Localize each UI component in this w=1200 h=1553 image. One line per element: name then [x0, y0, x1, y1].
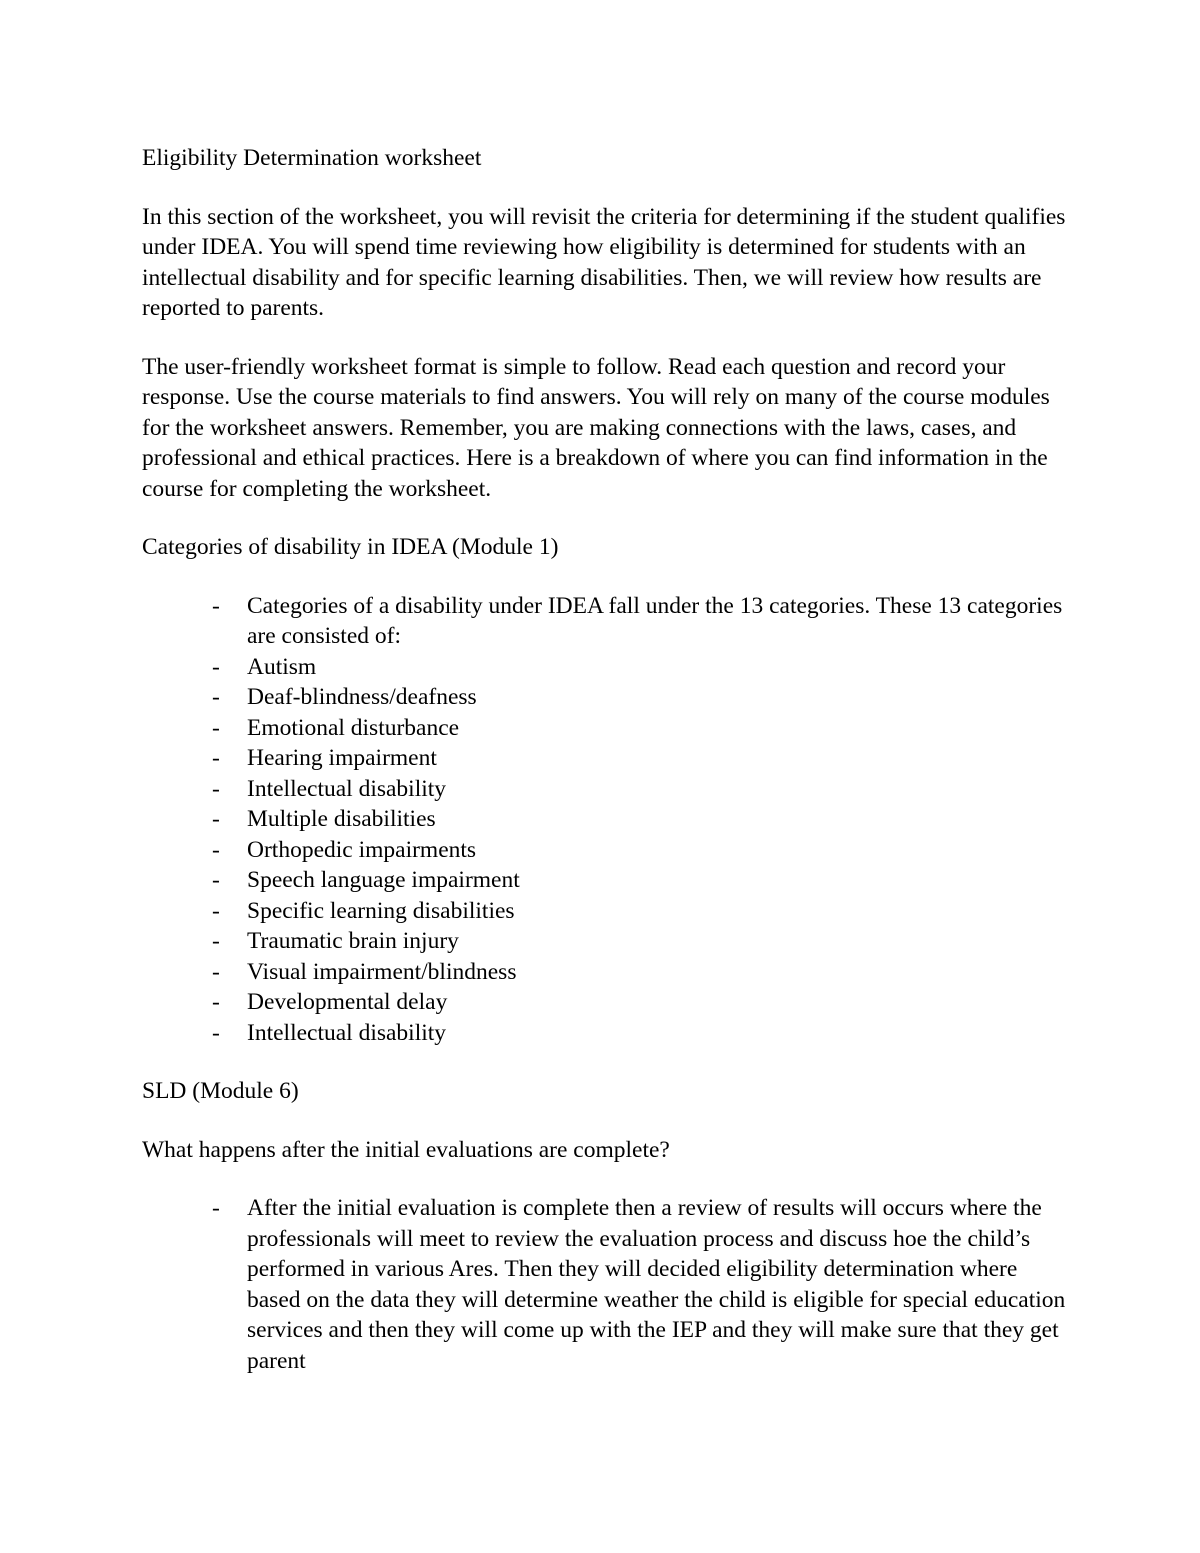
- list-item: [142, 591, 1072, 652]
- list-item-text: Hearing impairment: [247, 745, 437, 771]
- dash-bullet: -: [212, 958, 220, 985]
- list-item-text: Orthopedic impairments: [247, 836, 477, 863]
- list-item-text: Traumatic brain injury: [247, 928, 459, 954]
- list-item: [142, 957, 1072, 988]
- list-item: [142, 774, 1072, 805]
- list-item-text: Deaf-blindness/deafness: [247, 684, 477, 710]
- list-item-text: Developmental delay: [247, 989, 448, 1015]
- intro-paragraph-1: In this section of the worksheet, you will revisit the criteria for determining if the student qualifies under IDEA. You will spend time reviewing how eligibility is determined for students with an intellectual disability and for specific learning disabilities. Then, we will review how results are reported to parents.: [142, 203, 1066, 321]
- list-item: [142, 865, 1072, 896]
- list-item: [142, 835, 1072, 866]
- dash-bullet: -: [212, 745, 220, 771]
- categories-heading: Categories of disability in IDEA (Module 1): [142, 534, 559, 560]
- dash-bullet: -: [212, 989, 220, 1015]
- dash-bullet: -: [212, 1195, 220, 1221]
- list-item-text: Speech language impairment: [247, 867, 520, 893]
- dash-bullet: -: [212, 684, 220, 710]
- sld-answer-list: [142, 1193, 1072, 1376]
- list-item-text: Emotional disturbance: [247, 714, 460, 741]
- dash-bullet: -: [212, 928, 220, 954]
- list-item: [142, 1018, 1072, 1049]
- dash-bullet: -: [212, 806, 220, 832]
- list-item-text: Intellectual disability: [247, 1019, 447, 1046]
- dash-bullet: -: [212, 592, 220, 619]
- list-item-text: Visual impairment/blindness: [247, 958, 517, 985]
- list-item: [142, 987, 1072, 1018]
- intro-paragraph-2: The user-friendly worksheet format is simple to follow. Read each question and record your response. Use the course materials to find answers. You will rely on many of the course modules for the worksheet answers. Remember, you are making connections with the laws, cases, and professional and ethical practices. Here is a breakdown of where you can find information in the course for completing the worksheet.: [142, 353, 1050, 502]
- list-item: [142, 926, 1072, 957]
- document-title: Eligibility Determination worksheet: [142, 145, 482, 171]
- list-item-text: Specific learning disabilities: [247, 897, 515, 924]
- categories-list: [142, 591, 1072, 1049]
- list-item-text: Intellectual disability: [247, 775, 447, 802]
- list-item: [142, 743, 1072, 774]
- dash-bullet: -: [212, 867, 220, 893]
- sld-question: What happens after the initial evaluations are complete?: [142, 1136, 670, 1163]
- list-item-text: Multiple disabilities: [247, 806, 436, 832]
- list-item: [142, 682, 1072, 713]
- list-item: [142, 804, 1072, 835]
- dash-bullet: -: [212, 653, 220, 680]
- document-body: [142, 143, 1072, 1376]
- dash-bullet: -: [212, 714, 220, 741]
- dash-bullet: -: [212, 836, 220, 863]
- list-item: [142, 652, 1072, 683]
- list-item: [142, 896, 1072, 927]
- list-item-text: Categories of a disability under IDEA fall under the 13 categories. These 13 categories are consisted of:: [247, 592, 1063, 649]
- list-item-text: Autism: [247, 653, 317, 680]
- dash-bullet: -: [212, 1019, 220, 1046]
- sld-heading: SLD (Module 6): [142, 1078, 299, 1104]
- list-item: [142, 1193, 1072, 1376]
- sld-answer-text: After the initial evaluation is complete then a review of results will occurs where the professionals will meet to review the evaluation process and discuss hoe the child’s performed in various Ares. Then they will decided eligibility determination where based on the data they will determine weather the child is eligible for special education services and then they will come up with the IEP and they will make sure that they get parent: [247, 1195, 1066, 1374]
- dash-bullet: -: [212, 775, 220, 802]
- list-item: [142, 713, 1072, 744]
- dash-bullet: -: [212, 897, 220, 924]
